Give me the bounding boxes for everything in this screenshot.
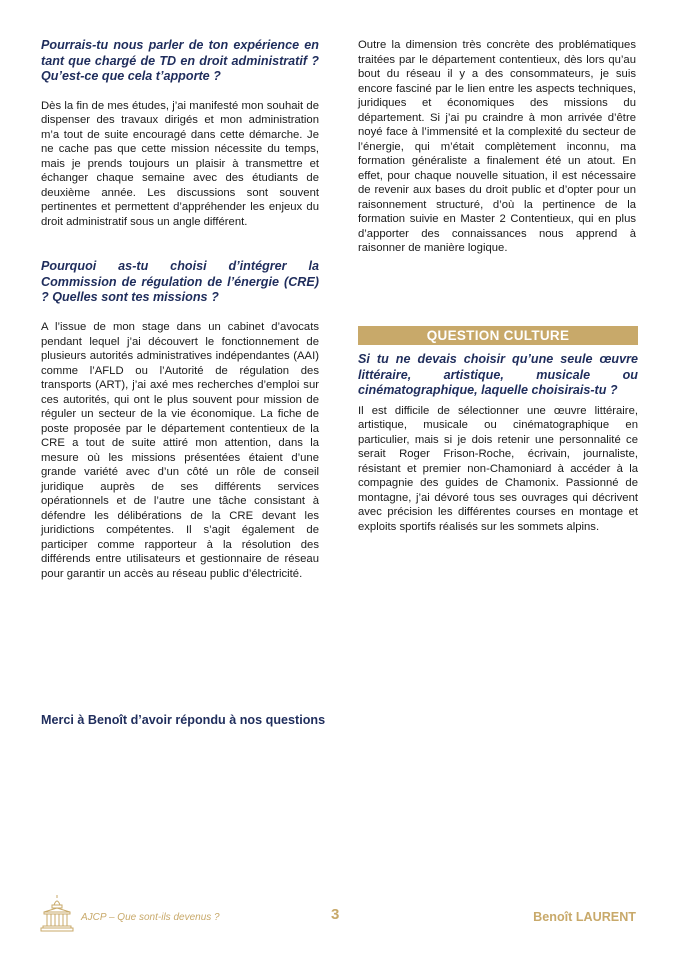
answer-td: Dès la fin de mes études, j’ai manifesté mon souhait de dispenser des travaux dirigés et mon administration m’a tout de suite encouragé dans cette démarche. Je ne cache pas que cette mission nécessite du temps, mais je prends toujours un plaisir à transmettre et échanger chaque semaine avec des étudiants de deuxième année. Les discussions sont souvent pertinentes et permettent d’appréhender les enjeux du droit administratif sous un angle différent. [41,99,319,228]
answer-cre-continued: Outre la dimension très concrète des problématiques traitées par le département contentieux, dès lors qu’au bout du réseau il y a des consommateurs, je suis encore fasciné par le lien entre les aspects techniques, juridiques et économiques des missions du département. Si j’ai pu craindre à mon arrivée d’être noyé face à l’immensité et la complexité du secteur de l’énergie, qui m’était complètement inconnu, ma formation généraliste a finalement été un atout. En effet, pour chaque nouvelle situation, il est nécessaire de revenir aux bases du droit public et d’opter pour un raisonnement structuré, d’où la pertinence de la formation suivie en Master 2 Contentieux, qui en plus d’apporter des connaissances nous apprend à raisonner de manière logique. [358,39,636,254]
question-cre: Pourquoi as-tu choisi d’intégrer la Commission de régulation de l’énergie (CRE) ? Quelles sont tes missions ? [41,259,319,305]
building-columns-icon [40,893,74,933]
answer-culture: Il est difficile de sélectionner une œuvre littéraire, artistique, musicale ou cinématographique en particulier, mais si je dois retenir une personnalité ce serait Roger Frison-Roche, écrivain, journaliste, résistant et premier non-Chamoniard à accéder à la compagnie des guides de Chamonix. Passionné de montagne, j’ai dévoré tous ses ouvrages qui décrivent avec précision les différentes courses en montage et exploits sportifs réalisés sur les sommets alpins. [358,404,638,533]
thanks-line: Merci à Benoît d’avoir répondu à nos questions [41,713,326,727]
footer-series-title: AJCP – Que sont-ils devenus ? [81,912,220,923]
question-culture: Si tu ne devais choisir qu’une seule œuvre littéraire, artistique, musicale ou cinématographique, laquelle choisirais-tu ? [358,352,638,398]
section-banner-culture: QUESTION CULTURE [358,326,638,345]
page-number: 3 [331,906,340,923]
right-column [358,38,636,256]
left-column [41,38,319,581]
footer-author-name: Benoît LAURENT [533,910,636,924]
answer-cre: A l’issue de mon stage dans un cabinet d’avocats pendant lequel j’ai découvert le fonctionnement de plusieurs autorités administratives indépendantes (AAI) comme l’AFLD ou l’Autorité de régulation des transports (ART), j’ai axé mes recherches d’emploi sur ces autorités, qui ont le plus souvent pour mission de réguler un secteur de la vie économique. La fiche de poste proposée par le département contentieux de la CRE a tout de suite attiré mon attention, dans la mesure où les missions présentées étaient d’une grande variété avec d’un côté un rôle de conseil juridique auprès de ses différents services opérationnels et de l’autre une tâche consistant à défendre les délibérations de la CRE devant les juridictions compétentes. Il s’agit également de participer comme rapporteur à la résolution des différends entre utilisateurs et gestionnaire de réseau pour garantir un accès au réseau public d’électricité. [41,321,319,580]
culture-section [358,352,638,534]
question-td: Pourrais-tu nous parler de ton expérience en tant que chargé de TD en droit administratif ? Qu’est-ce que cela t’apporte ? [41,38,319,84]
